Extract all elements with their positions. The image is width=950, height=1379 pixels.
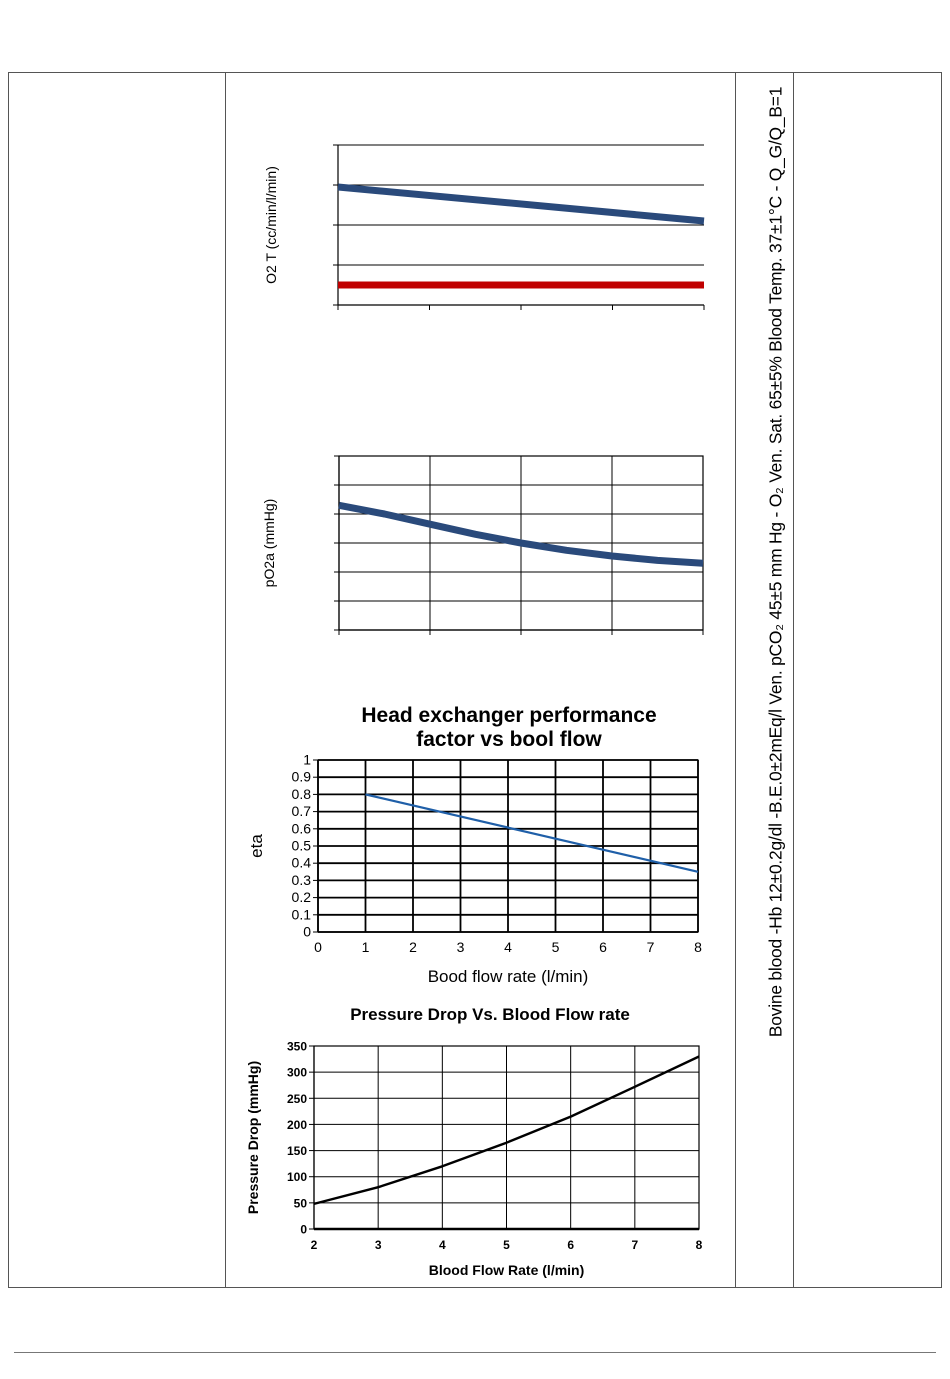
pressure-drop-chart: [240, 998, 720, 1288]
series-line: [338, 187, 704, 221]
x-tick-label: 4: [504, 939, 512, 955]
y-tick-label: 350: [286, 1039, 307, 1054]
x-axis-label: Blood Flow Rate (l/min): [428, 1262, 585, 1278]
y-tick-label: 0.6: [291, 820, 311, 837]
y-axis-label: eta: [247, 834, 266, 858]
test-conditions-note: [764, 74, 788, 1050]
y-tick-label: 200: [286, 1117, 307, 1132]
y-tick-label: 50: [293, 1196, 307, 1211]
y-axis-label: Pressure Drop (mmHg): [245, 1060, 261, 1215]
y-tick-label: 1: [303, 751, 311, 768]
x-tick-label: 6: [567, 1238, 575, 1252]
table-column-4: [794, 73, 943, 1287]
y-tick-label: 0.1: [291, 906, 311, 923]
y-tick-label: 0.8: [291, 785, 311, 802]
x-tick-label: 8: [694, 939, 702, 955]
y-axis-label: pO2a (mmHg): [261, 498, 277, 588]
x-axis-label: Bood flow rate (l/min): [427, 967, 589, 986]
y-tick-label: 0: [303, 923, 311, 940]
chart-title: factor vs bool flow: [416, 728, 602, 751]
y-axis-label: O2 T (cc/min/l/min): [263, 166, 279, 284]
y-tick-label: 150: [286, 1144, 307, 1159]
x-tick-label: 5: [503, 1238, 510, 1252]
x-tick-label: 8: [695, 1238, 703, 1252]
chart-title: Pressure Drop Vs. Blood Flow rate: [350, 1005, 630, 1024]
x-tick-label: 2: [310, 1238, 318, 1252]
x-tick-label: 0: [314, 939, 322, 955]
x-tick-label: 4: [438, 1238, 446, 1252]
y-tick-label: 0.7: [291, 803, 311, 820]
x-tick-label: 7: [631, 1238, 639, 1252]
y-tick-label: 0: [300, 1222, 307, 1237]
x-tick-label: 3: [456, 939, 465, 955]
chart-title: Head exchanger performance: [361, 704, 657, 727]
x-tick-label: 2: [409, 939, 417, 955]
x-tick-label: 7: [646, 939, 655, 955]
x-tick-label: 1: [361, 939, 370, 955]
x-tick-label: 5: [551, 939, 560, 955]
y-tick-label: 0.4: [291, 854, 311, 871]
eta-chart: [240, 700, 720, 995]
y-tick-label: 0.5: [291, 837, 311, 854]
y-tick-label: 0.3: [291, 871, 311, 888]
y-tick-label: 0.9: [291, 768, 311, 785]
y-tick-label: 250: [286, 1091, 307, 1106]
y-tick-label: 100: [286, 1170, 307, 1185]
table-column-1: [9, 73, 226, 1287]
x-tick-label: 6: [599, 939, 607, 955]
x-tick-label: 3: [374, 1238, 382, 1252]
o2-transfer-chart: [240, 130, 720, 330]
y-tick-label: 300: [286, 1065, 307, 1080]
test-conditions-text: Bovine blood -Hb 12±0.2g/dl -B.E.0±2mEq/l Ven. pCO₂ 45±5 mm Hg - O₂ Ven. Sat. 65±5% Blood Temp. 37±1°C - Q_G/Q_B=1: [765, 86, 786, 1038]
po2a-chart: [240, 440, 720, 650]
y-tick-label: 0.2: [291, 889, 311, 906]
series-line: [366, 794, 699, 871]
footer-rule: [14, 1352, 936, 1353]
